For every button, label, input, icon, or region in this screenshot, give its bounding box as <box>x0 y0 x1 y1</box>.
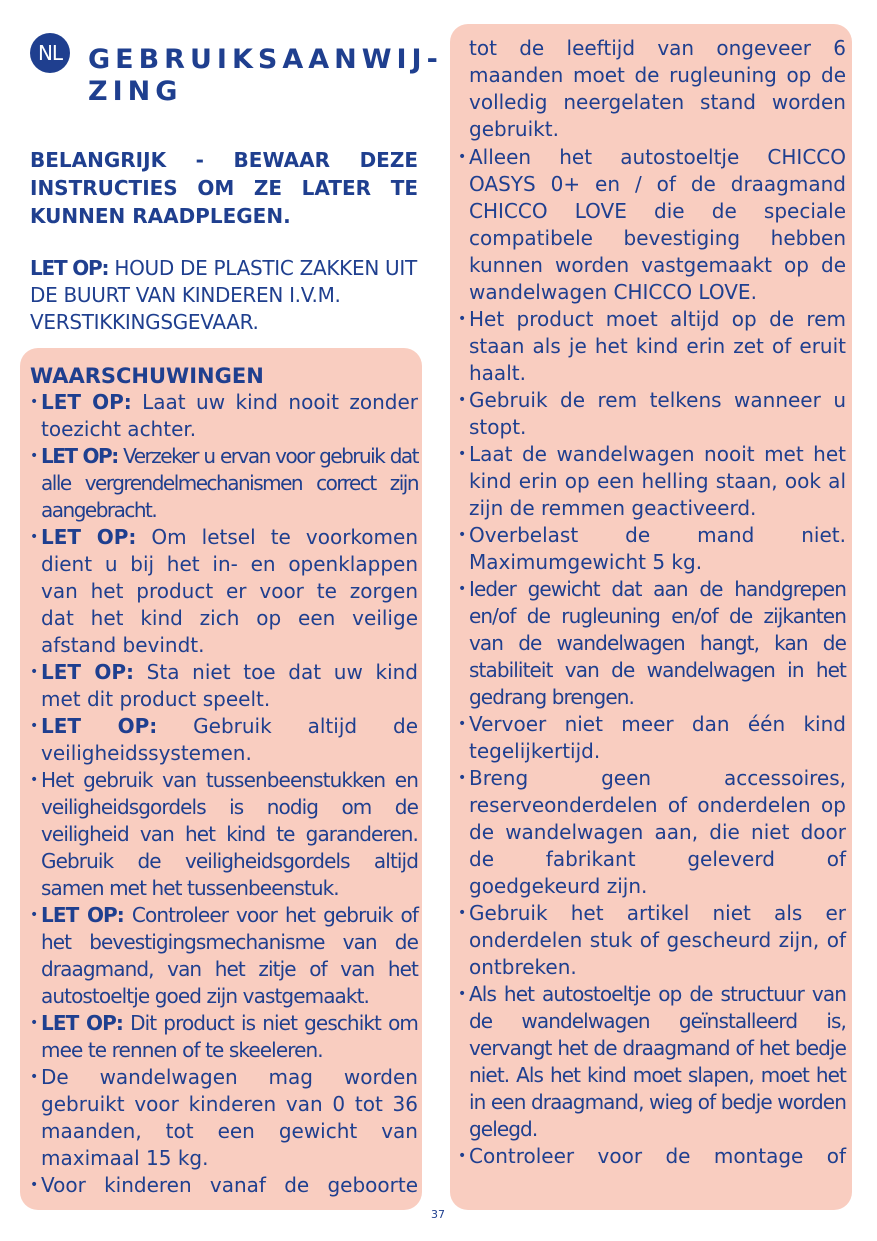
list-item: • Alleen het autostoeltje CHICCO OASYS 0+ en / of de draagmand CHICCO LOVE die de speciale compatibele bevestiging hebben kunnen worden vastgemaakt op de wandelwagen CHICCO LOVE. <box>458 144 846 306</box>
list-item: • Het product moet altijd op de rem staan als je het kind erin zet of eruit haalt. <box>458 306 846 387</box>
list-item: • Controleer voor de montage of <box>458 1143 846 1170</box>
list-item-text: Het gebruik van tussenbeenstukken en veiligheidsgordels is nodig om de veiligheid van het kind te garanderen. Gebruik de veiligheidsgordels altijd samen met het tussenbeenstuk. <box>41 768 418 900</box>
continued-text: tot de leeftijd van ongeveer 6 maanden moet de rugleuning op de volledig neergelaten stand worden gebruikt. <box>469 36 846 141</box>
let-op-prefix: LET OP: <box>41 444 118 468</box>
list-item: • Gebruik het artikel niet als er onderdelen stuk of gescheurd zijn, of ontbreken. <box>458 900 846 981</box>
list-item: • Breng geen accessoires, reserveonderdelen of onderdelen op de wandelwagen aan, die niet door de fabrikant geleverd of goedgekeurd zijn. <box>458 765 846 900</box>
list-item-text: Verzeker u ervan voor gebruik dat alle vergrendelmechanismen correct zijn aangebracht. <box>41 444 419 522</box>
page-number: 37 <box>431 1208 445 1221</box>
let-op-prefix: LET OP: <box>41 714 158 738</box>
list-item: • Vervoer niet meer dan één kind tegelijkertijd. <box>458 711 846 765</box>
list-item-text: Gebruik altijd de veiligheidssystemen. <box>41 714 418 765</box>
list-item <box>30 389 418 443</box>
list-item <box>30 659 418 713</box>
list-item: • Gebruik de rem telkens wanneer u stopt. <box>458 387 846 441</box>
let-op-prefix: LET OP: <box>41 1011 123 1035</box>
list-item: • Als het autostoeltje op de structuur van de wandelwagen geïnstalleerd is, vervangt het de draagmand of het bedje niet. Als het kind moet slapen, moet het in een draagmand, wieg of bedje worden gelegd. <box>458 981 846 1143</box>
language-badge: NL <box>30 33 70 73</box>
list-item <box>30 1064 418 1172</box>
list-item <box>30 902 418 1010</box>
list-item <box>30 1010 418 1064</box>
list-item: • Ieder gewicht dat aan de handgrepen en/of de rugleuning en/of de zijkanten van de wandelwagen hangt, kan de stabiliteit van de wandelwagen in het gedrang brengen. <box>458 576 846 711</box>
let-op-prefix: LET OP: <box>30 256 109 280</box>
list-item <box>30 443 418 524</box>
list-item <box>30 713 418 767</box>
left-warnings-list <box>30 389 418 1199</box>
list-item <box>30 767 418 902</box>
right-warnings-list <box>458 144 846 1170</box>
list-item: • Laat de wandelwagen nooit met het kind erin op een helling staan, ook al zijn de remmen geactiveerd. <box>458 441 846 522</box>
list-item: • Overbelast de mand niet. Maximumgewicht 5 kg. <box>458 522 846 576</box>
warnings-heading: WAARSCHUWINGEN <box>30 364 264 388</box>
list-item-text: De wandelwagen mag worden gebruikt voor kinderen van 0 tot 36 maanden, tot een gewicht van maximaal 15 kg. <box>41 1065 418 1170</box>
let-op-prefix: LET OP: <box>41 390 132 414</box>
list-item-text: Om letsel te voorkomen dient u bij het in- en openklappen van het product er voor te zorgen dat het kind zich op een veilige afstand bevindt. <box>41 525 418 657</box>
let-op-prefix: LET OP: <box>41 525 137 549</box>
list-item-text: Laat uw kind nooit zonder toezicht achter. <box>41 390 419 441</box>
list-item-text: Voor kinderen vanaf de geboorte <box>41 1173 418 1197</box>
list-item-text: Controleer voor het gebruik of het bevestigingsmechanisme van de draagmand, van het zitje of van het autostoeltje goed zijn vastgemaakt. <box>41 903 418 1008</box>
list-item <box>30 524 418 659</box>
important-notice: BELANGRIJK - BEWAAR DEZE INSTRUCTIES OM ZE LATER TE KUNNEN RAADPLEGEN. <box>30 148 418 228</box>
page-title: GEBRUIKSAANWIJ- ZING <box>88 44 443 107</box>
list-item <box>30 1172 418 1199</box>
plastic-bag-warning <box>30 255 422 336</box>
plastic-warning-text: HOUD DE PLASTIC ZAKKEN UIT DE BUURT VAN KINDEREN I.V.M. VERSTIKKINGSGEVAAR. <box>30 256 417 334</box>
let-op-prefix: LET OP: <box>41 660 134 684</box>
list-item-text: Sta niet toe dat uw kind met dit product speelt. <box>41 660 418 711</box>
list-item-text: Dit product is niet geschikt om mee te rennen of te skeeleren. <box>41 1011 418 1062</box>
let-op-prefix: LET OP: <box>41 903 124 927</box>
